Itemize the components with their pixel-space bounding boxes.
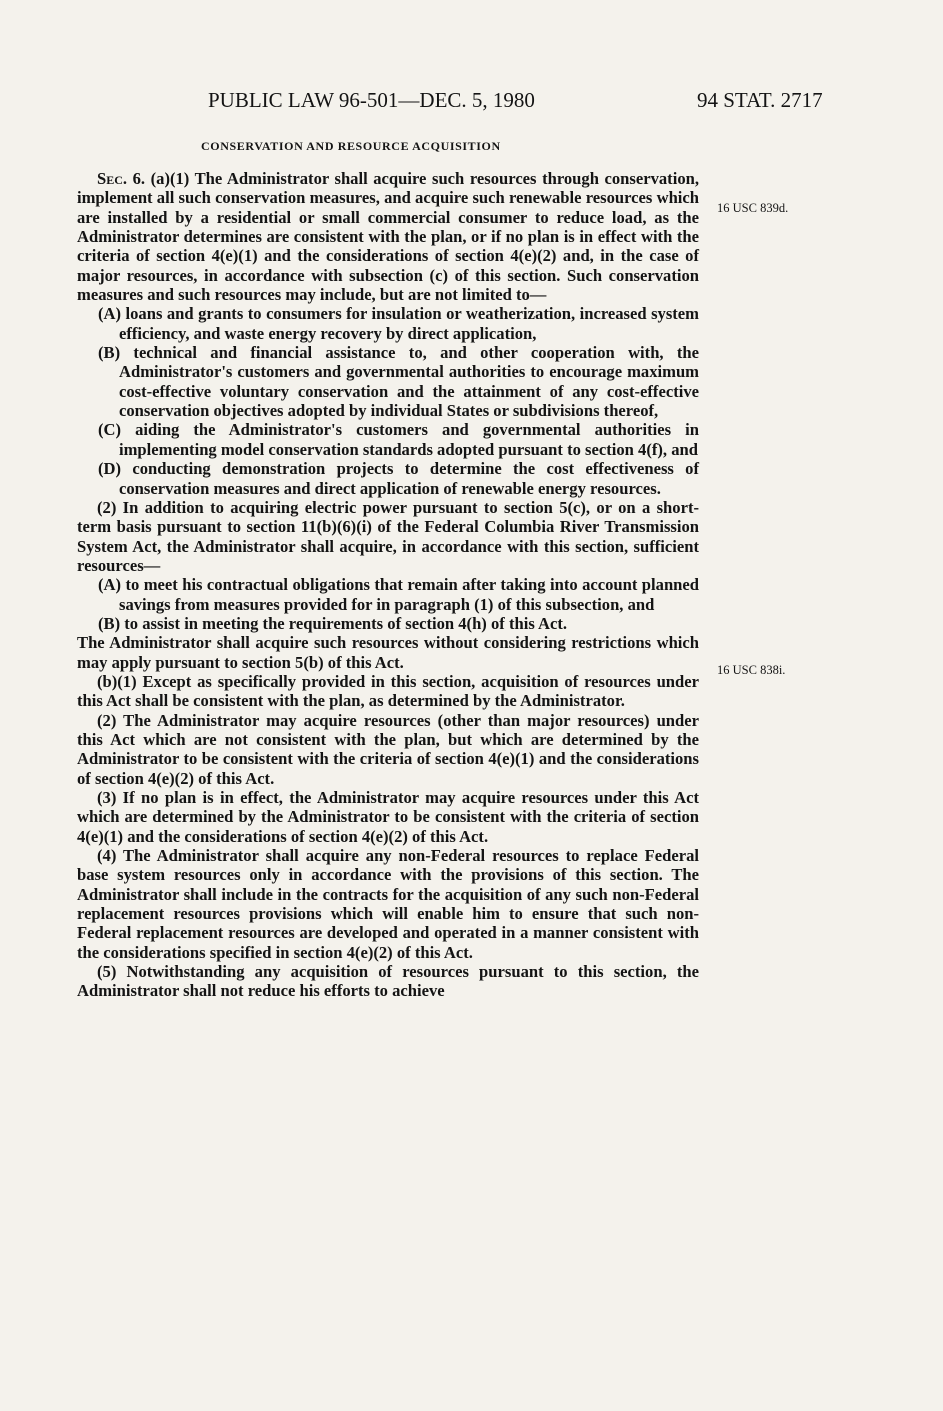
section-heading: CONSERVATION AND RESOURCE ACQUISITION xyxy=(201,139,501,153)
page-header xyxy=(0,88,943,118)
paragraph-b-1: (b)(1) Except as specifically provided in this section, acquisition of resources under this Act shall be consistent with the plan, as determined by the Administrator. xyxy=(77,671,699,711)
clause-b-B: (B) to assist in meeting the requirements of section 4(h) of this Act. xyxy=(98,613,568,633)
clause-a-C: (C) aiding the Administrator's customers and governmental authorities in implementing model conservation standards adopted pursuant to section 4(f), and xyxy=(98,420,699,459)
paragraph-b-3: (3) If no plan is in effect, the Administrator may acquire resources under this Act which are determined by the Administrator to be consistent with the criteria of section 4(e)(1) and the considerations of section 4(e)(2) of this Act. xyxy=(77,788,699,846)
clause-a-A: (A) loans and grants to consumers for insulation or weatherization, increased system efficiency, and waste energy recovery by direct application, xyxy=(98,304,699,343)
paragraph-text: 6. (a)(1) The Administrator shall acquire such resources through conservation, implement all such conservation measures, and acquire such renewable resources which are installed by a residential or small commercial consumer to reduce load, as the Administrator determines are consistent with the plan, or if no plan is in effect with the criteria of section 4(e)(1) and the considerations of section 4(e)(2) and, in the case of major resources, in accordance with subsection (c) of this section. Such conservation measures and such resources may include, but are not limited to— xyxy=(77,169,699,305)
clause-a-D: (D) conducting demonstration projects to determine the cost effectiveness of conservation measures and direct application of renewable energy resources. xyxy=(98,459,699,498)
paragraph-b-5: (5) Notwithstanding any acquisition of resources pursuant to this section, the Administrator shall not reduce his efforts to achieve xyxy=(77,962,699,1001)
paragraph-b-4: (4) The Administrator shall acquire any non-Federal resources to replace Federal base system resources only in accordance with the provisions of this section. The Administrator shall include in the contracts for the acquisition of any such non-Federal replacement resources provisions which will enable him to ensure that such non-Federal replacement resources are developed and operated in a manner consistent with the considerations specified in section 4(e)(2) of this Act. xyxy=(77,846,699,962)
clause-b-A: (A) to meet his contractual obligations that remain after taking into account planned savings from measures provided for in paragraph (1) of this subsection, and xyxy=(98,575,699,614)
paragraph-sec-6-a-1 xyxy=(77,169,699,304)
margin-note-usc-839d: 16 USC 839d. xyxy=(717,201,789,215)
section-label: Sec. xyxy=(97,169,128,188)
margin-note-usc-838i: 16 USC 838i. xyxy=(717,663,786,677)
paragraph-b-2: (2) The Administrator may acquire resources (other than major resources) under this Act which are not consistent with the plan, but which are determined by the Administrator to be consistent with the criteria of section 4(e)(1) and the considerations of section 4(e)(2) of this Act. xyxy=(77,710,699,788)
clause-a-B: (B) technical and financial assistance to, and other cooperation with, the Administrator's customers and governmental authorities to encourage maximum cost-effective voluntary conservation and the attainment of any cost-effective conservation objectives adopted by individual States or subdivisions thereof, xyxy=(98,343,699,421)
paragraph-restrictions: The Administrator shall acquire such resources without considering restrictions which may apply pursuant to section 5(b) of this Act. xyxy=(77,633,699,672)
stat-page-number: 94 STAT. 2717 xyxy=(697,88,823,112)
running-title: PUBLIC LAW 96-501—DEC. 5, 1980 xyxy=(208,88,535,112)
paragraph-a-2: (2) In addition to acquiring electric power pursuant to section 5(c), or on a short-term basis pursuant to section 11(b)(6)(i) of the Federal Columbia River Transmission System Act, the Administrator shall acquire, in accordance with this section, sufficient resources— xyxy=(77,497,699,575)
body-text xyxy=(77,169,699,1001)
